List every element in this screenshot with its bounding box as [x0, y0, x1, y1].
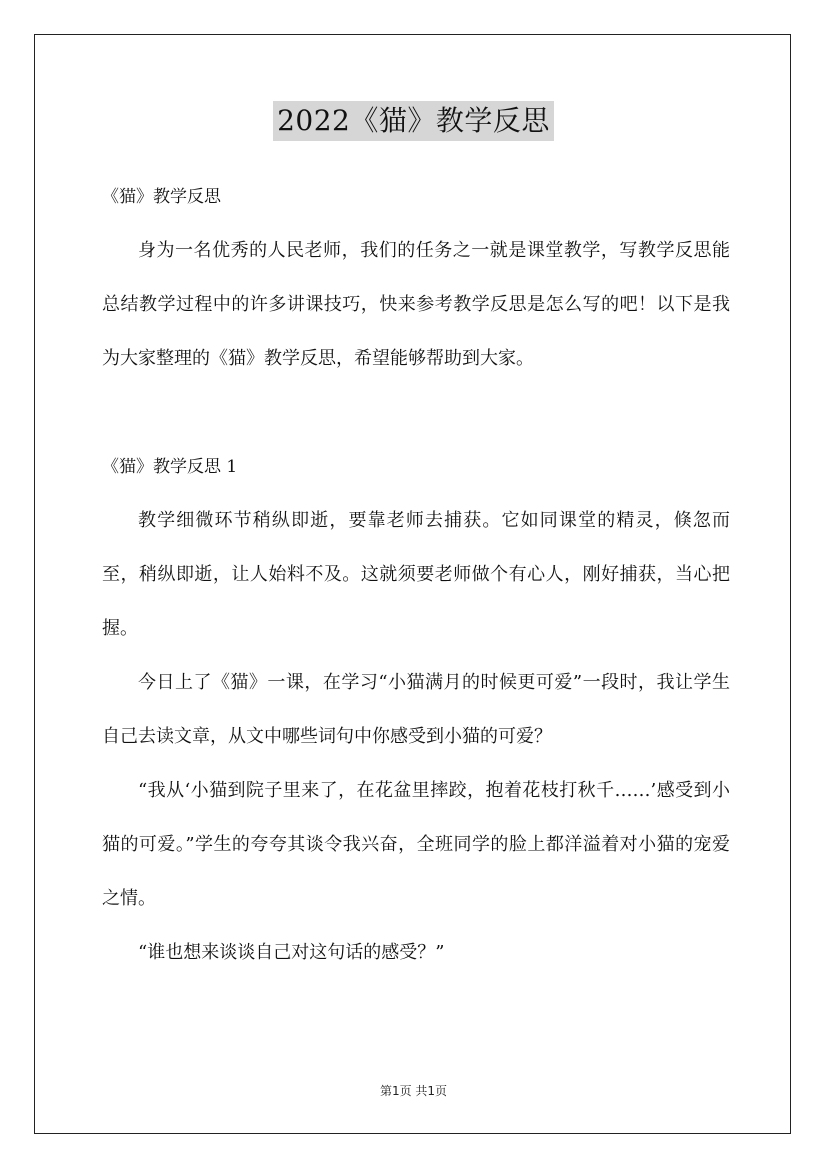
- title-container: [0, 101, 827, 141]
- section1-paragraph-2: 今日上了《猫》一课，在学习“小猫满月的时候更可爱”一段时，我让学生自己去读文章，从文中哪些词句中你感受到小猫的可爱？: [102, 672, 730, 747]
- document-body: [102, 170, 730, 980]
- section1-paragraph-4: “谁也想来谈谈自己对这句话的感受？”: [138, 942, 445, 963]
- document-title: 2022《猫》教学反思: [273, 101, 554, 141]
- intro-paragraph: 身为一名优秀的人民老师，我们的任务之一就是课堂教学，写教学反思能总结教学过程中的许多讲课技巧，快来参考教学反思是怎么写的吧！以下是我为大家整理的《猫》教学反思，希望能够帮助到大家。: [102, 240, 730, 369]
- section1-paragraph-3: “我从‘小猫到院子里来了，在花盆里摔跤，抱着花枝打秋千……’感受到小猫的可爱。”学生的夸夸其谈令我兴奋，全班同学的脸上都洋溢着对小猫的宠爱之情。: [102, 780, 730, 909]
- section1-paragraph-1: 教学细微环节稍纵即逝，要靠老师去捕获。它如同课堂的精灵，倏忽而至，稍纵即逝，让人始料不及。这就须要老师做个有心人，刚好捕获，当心把握。: [102, 510, 730, 639]
- section-spacer: [102, 386, 730, 440]
- section1-heading: 《猫》教学反思 1: [102, 457, 238, 477]
- intro-heading: 《猫》教学反思: [102, 187, 221, 207]
- page-footer: 第1页 共1页: [379, 1084, 448, 1098]
